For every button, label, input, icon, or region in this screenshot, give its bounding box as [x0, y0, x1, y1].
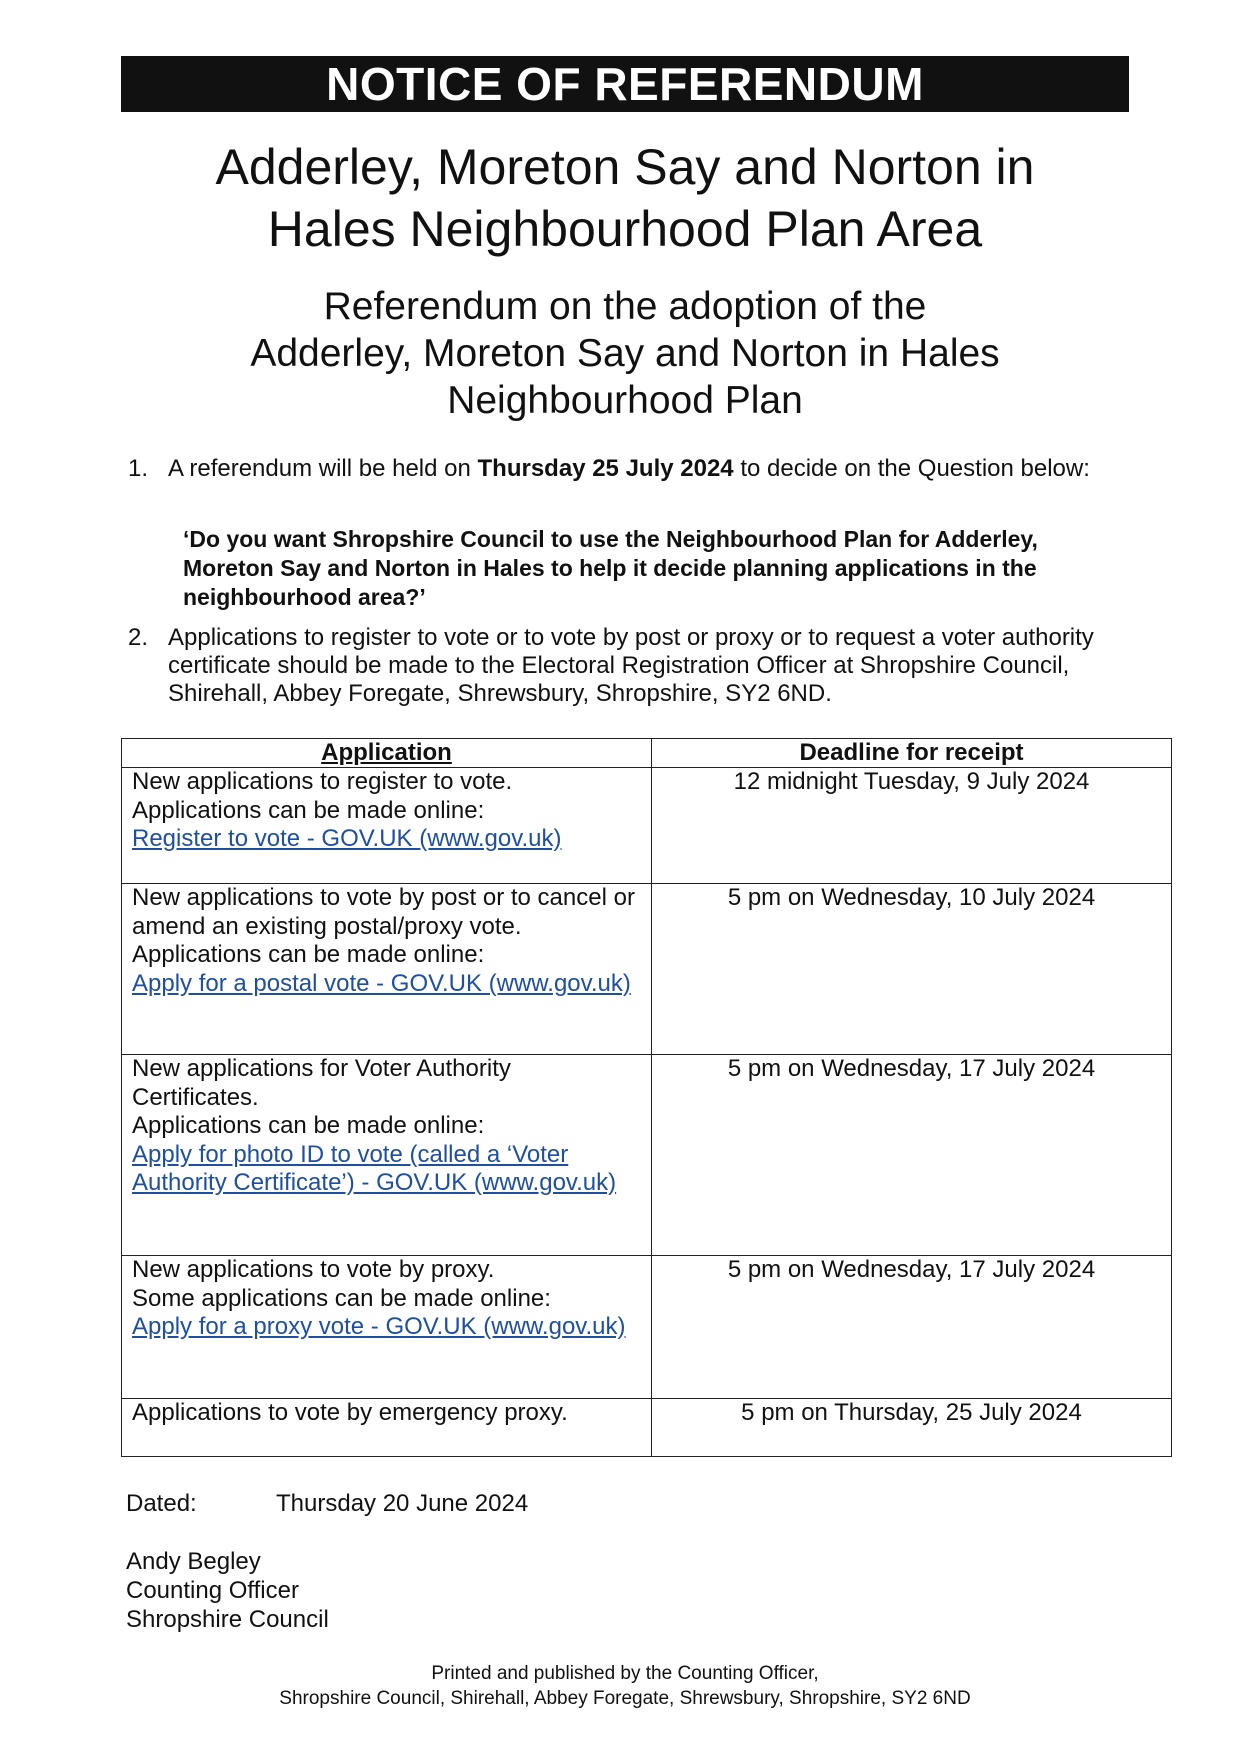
- paragraph-1-number: 1.: [128, 455, 149, 482]
- table-row: [122, 768, 1172, 884]
- deadline-cell: 12 midnight Tuesday, 9 July 2024: [652, 768, 1172, 884]
- paragraph-2-number: 2.: [128, 624, 149, 651]
- table-row: [122, 884, 1172, 1055]
- referendum-date: Thursday 25 July 2024: [477, 455, 734, 482]
- deadline-cell: 5 pm on Wednesday, 17 July 2024: [652, 1055, 1172, 1256]
- application-cell: [122, 768, 652, 884]
- footer-line1: Printed and published by the Counting Officer,: [431, 1663, 819, 1684]
- deadline-cell: 5 pm on Wednesday, 10 July 2024: [652, 884, 1172, 1055]
- imprint-footer: [121, 1661, 1129, 1711]
- photo-id-link[interactable]: Apply for photo ID to vote (called a ‘Voter Authority Certificate’) - GOV.UK (www.gov.uk): [132, 1140, 617, 1196]
- application-text: New applications for Voter Authority Certificates.: [132, 1055, 511, 1111]
- paragraph-2: [128, 624, 1130, 708]
- deadline-cell: 5 pm on Wednesday, 17 July 2024: [652, 1256, 1172, 1399]
- referendum-subtitle: [121, 283, 1129, 424]
- application-cell: [122, 1055, 652, 1256]
- header-application: Application: [122, 739, 652, 768]
- signature-block: [126, 1547, 329, 1634]
- paragraph-2-text: Applications to register to vote or to vote by post or proxy or to request a voter authority certificate should be made to the Electoral Registration Officer at Shropshire Council, Shirehall, Abbey Foregate, Shrewsbury, Shropshire, SY2 6ND.: [168, 624, 1094, 707]
- header-deadline: Deadline for receipt: [652, 739, 1172, 768]
- signatory-role: Counting Officer: [126, 1577, 299, 1604]
- application-note: Applications can be made online:: [132, 796, 485, 824]
- paragraph-1-prefix: A referendum will be held on: [168, 455, 478, 482]
- dated-value: Thursday 20 June 2024: [276, 1490, 529, 1517]
- subtitle-line1: Referendum on the adoption of the: [323, 285, 927, 328]
- area-title: [121, 136, 1129, 260]
- application-note: Applications can be made online:: [132, 1112, 485, 1139]
- subtitle-line3: Neighbourhood Plan: [447, 379, 803, 422]
- application-note: Applications can be made online:: [132, 941, 485, 968]
- referendum-question: ‘Do you want Shropshire Council to use the Neighbourhood Plan for Adderley, Moreton Say and Norton in Hales to help it decide planning applications in the neighbourhood area?’: [183, 526, 1038, 610]
- application-text: Applications to vote by emergency proxy.: [132, 1399, 568, 1426]
- application-text: New applications to vote by proxy.: [132, 1256, 495, 1283]
- postal-vote-link[interactable]: Apply for a postal vote - GOV.UK (www.gov.uk): [132, 969, 631, 997]
- register-to-vote-link[interactable]: Register to vote - GOV.UK (www.gov.uk): [132, 825, 562, 852]
- application-cell: [122, 1399, 652, 1457]
- application-cell: [122, 1256, 652, 1399]
- area-title-line2: Hales Neighbourhood Plan Area: [267, 201, 983, 257]
- dated-label: Dated:: [126, 1490, 197, 1517]
- banner-title: NOTICE OF REFERENDUM: [326, 58, 924, 110]
- table-row: [122, 1256, 1172, 1399]
- signatory-name: Andy Begley: [126, 1548, 261, 1575]
- table-header-row: [122, 739, 1172, 768]
- footer-line2: Shropshire Council, Shirehall, Abbey Foregate, Shrewsbury, Shropshire, SY2 6ND: [279, 1688, 971, 1709]
- application-cell: [122, 884, 652, 1055]
- paragraph-1-suffix: to decide on the Question below:: [733, 455, 1090, 482]
- application-note: Some applications can be made online:: [132, 1284, 551, 1312]
- paragraph-1: [128, 455, 1130, 483]
- table-row: [122, 1399, 1172, 1457]
- application-text: New applications to vote by post or to cancel or amend an existing postal/proxy vote.: [132, 884, 635, 940]
- notice-banner: [121, 56, 1129, 112]
- subtitle-line2: Adderley, Moreton Say and Norton in Hales: [250, 332, 1000, 375]
- signatory-org: Shropshire Council: [126, 1606, 329, 1633]
- proxy-vote-link[interactable]: Apply for a proxy vote - GOV.UK (www.gov.uk): [132, 1313, 626, 1340]
- table-row: [122, 1055, 1172, 1256]
- deadlines-table: [121, 738, 1172, 1457]
- area-title-line1: Adderley, Moreton Say and Norton in: [215, 139, 1035, 195]
- application-text: New applications to register to vote.: [132, 768, 513, 795]
- deadline-cell: 5 pm on Thursday, 25 July 2024: [652, 1399, 1172, 1457]
